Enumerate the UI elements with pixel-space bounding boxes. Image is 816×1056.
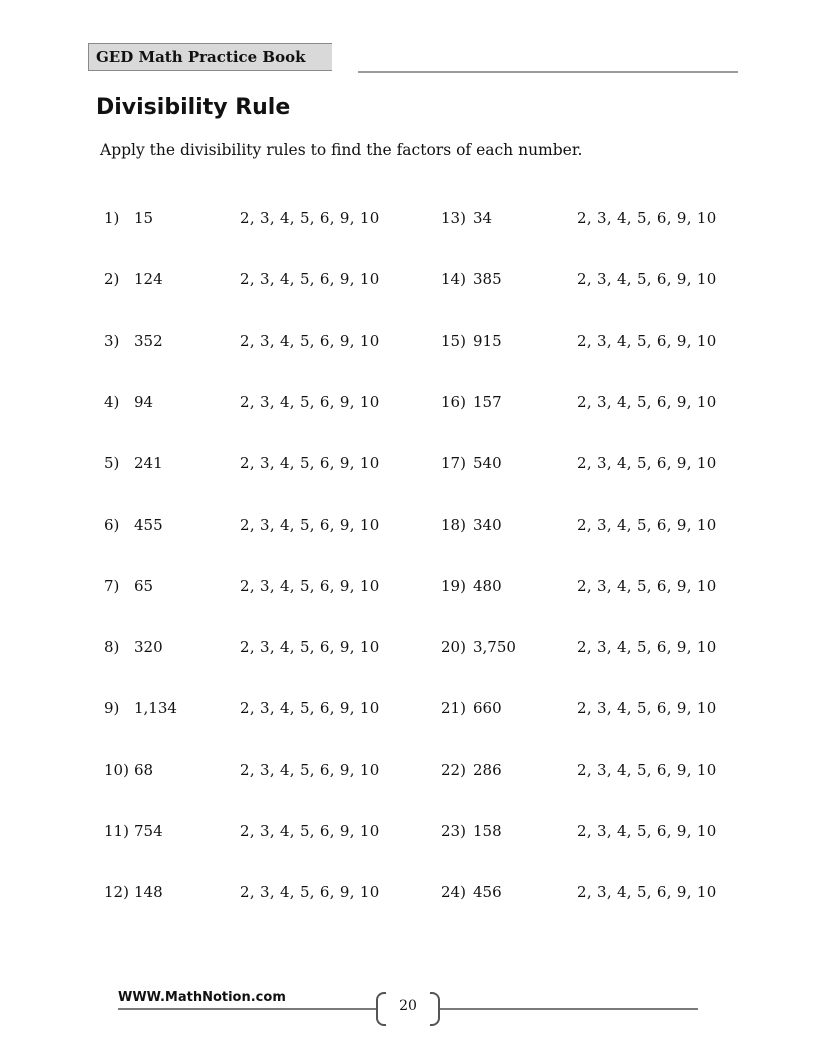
problem-item [104,454,404,476]
footer-website: WWW.MathNotion.com [118,990,286,1005]
problem-item [104,577,404,599]
problem-item [104,332,404,354]
page-number: 20 [399,998,417,1014]
factor-choices: 2, 3, 4, 5, 6, 9, 10 [577,516,717,534]
problem-number: 5) [104,454,120,472]
problem-number: 3) [104,332,120,350]
factor-choices: 2, 3, 4, 5, 6, 9, 10 [240,209,380,227]
factor-choices: 2, 3, 4, 5, 6, 9, 10 [240,577,380,595]
factor-choices: 2, 3, 4, 5, 6, 9, 10 [577,270,717,288]
factor-choices: 2, 3, 4, 5, 6, 9, 10 [577,822,717,840]
problem-value: 1,134 [134,699,177,717]
factor-choices: 2, 3, 4, 5, 6, 9, 10 [240,822,380,840]
factor-choices: 2, 3, 4, 5, 6, 9, 10 [240,699,380,717]
problem-number: 4) [104,393,120,411]
problem-value: 480 [473,577,502,595]
factor-choices: 2, 3, 4, 5, 6, 9, 10 [240,393,380,411]
problem-item [441,761,741,783]
problem-value: 320 [134,638,163,656]
problem-item [441,883,741,905]
problem-item [104,393,404,415]
factor-choices: 2, 3, 4, 5, 6, 9, 10 [577,332,717,350]
problem-value: 385 [473,270,502,288]
factor-choices: 2, 3, 4, 5, 6, 9, 10 [577,577,717,595]
problem-value: 915 [473,332,502,350]
factor-choices: 2, 3, 4, 5, 6, 9, 10 [240,883,380,901]
problem-number: 18) [441,516,466,534]
problem-item [441,332,741,354]
problem-value: 340 [473,516,502,534]
factor-choices: 2, 3, 4, 5, 6, 9, 10 [240,761,380,779]
problem-number: 6) [104,516,120,534]
problem-value: 94 [134,393,154,411]
problem-number: 22) [441,761,466,779]
problem-item [441,516,741,538]
problem-number: 7) [104,577,120,595]
problem-item [441,822,741,844]
problem-item [441,393,741,415]
problem-value: 34 [473,209,493,227]
problem-number: 14) [441,270,466,288]
problem-value: 68 [134,761,154,779]
problem-item [441,699,741,721]
problem-value: 3,750 [473,638,516,656]
problem-value: 124 [134,270,163,288]
problem-number: 17) [441,454,466,472]
problem-number: 9) [104,699,120,717]
problem-item [104,761,404,783]
problem-number: 19) [441,577,466,595]
problem-item [104,883,404,905]
problem-item [441,577,741,599]
problem-number: 2) [104,270,120,288]
problem-item [104,270,404,292]
problem-item [441,270,741,292]
problem-number: 13) [441,209,466,227]
running-header [88,43,738,73]
problem-value: 286 [473,761,502,779]
factor-choices: 2, 3, 4, 5, 6, 9, 10 [577,638,717,656]
problem-value: 660 [473,699,502,717]
problem-number: 10) [104,761,129,779]
factor-choices: 2, 3, 4, 5, 6, 9, 10 [577,209,717,227]
factor-choices: 2, 3, 4, 5, 6, 9, 10 [240,638,380,656]
problem-number: 8) [104,638,120,656]
footer-rule-left [118,1008,376,1010]
problem-number: 11) [104,822,129,840]
problem-number: 24) [441,883,466,901]
problem-value: 65 [134,577,154,595]
problem-value: 455 [134,516,163,534]
problem-value: 15 [134,209,154,227]
page-number-bracket-right [430,992,440,1026]
factor-choices: 2, 3, 4, 5, 6, 9, 10 [240,454,380,472]
problem-number: 23) [441,822,466,840]
problem-item [441,454,741,476]
factor-choices: 2, 3, 4, 5, 6, 9, 10 [577,761,717,779]
problem-value: 241 [134,454,163,472]
problem-item [441,209,741,231]
footer-rule-right [440,1008,698,1010]
problem-item [441,638,741,660]
problem-value: 754 [134,822,163,840]
problem-item [104,516,404,538]
factor-choices: 2, 3, 4, 5, 6, 9, 10 [577,883,717,901]
factor-choices: 2, 3, 4, 5, 6, 9, 10 [577,699,717,717]
factor-choices: 2, 3, 4, 5, 6, 9, 10 [240,516,380,534]
page-title: Divisibility Rule [96,95,291,120]
problem-item [104,822,404,844]
factor-choices: 2, 3, 4, 5, 6, 9, 10 [577,393,717,411]
problem-item [104,638,404,660]
header-rule [358,71,738,73]
book-title: GED Math Practice Book [96,48,306,66]
page-number-bracket-left [376,992,386,1026]
problem-value: 148 [134,883,163,901]
problem-number: 20) [441,638,466,656]
factor-choices: 2, 3, 4, 5, 6, 9, 10 [577,454,717,472]
instructions: Apply the divisibility rules to find the factors of each number. [100,141,583,159]
problem-number: 16) [441,393,466,411]
problem-value: 456 [473,883,502,901]
problem-number: 1) [104,209,120,227]
factor-choices: 2, 3, 4, 5, 6, 9, 10 [240,270,380,288]
problem-number: 12) [104,883,129,901]
problem-item [104,699,404,721]
problem-value: 540 [473,454,502,472]
factor-choices: 2, 3, 4, 5, 6, 9, 10 [240,332,380,350]
problem-value: 158 [473,822,502,840]
problem-value: 157 [473,393,502,411]
problem-item [104,209,404,231]
problem-number: 15) [441,332,466,350]
problem-number: 21) [441,699,466,717]
problem-value: 352 [134,332,163,350]
